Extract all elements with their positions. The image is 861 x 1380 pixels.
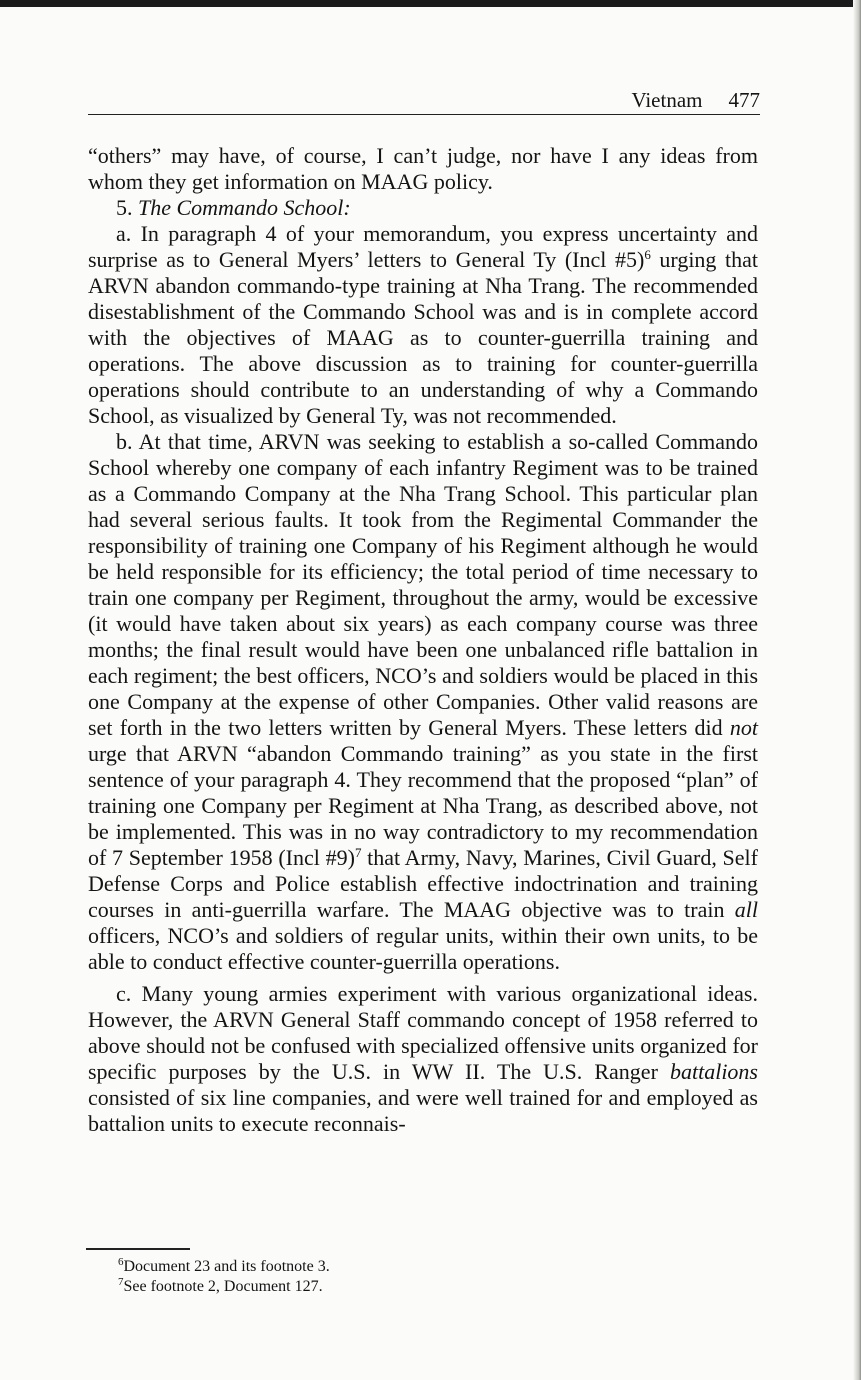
paragraph-text: “others” may have, of course, I can’t judge, nor have I any ideas from whom they get information on MAAG policy. <box>88 143 758 194</box>
paragraph-c <box>88 981 758 1137</box>
emphasis: battalions <box>669 1059 758 1084</box>
document-body <box>88 143 758 1137</box>
paragraph-continued <box>88 143 758 195</box>
footnote-mark: 6 <box>118 1256 124 1268</box>
paragraph-text: urge that ARVN “abandon Commando training” as you state in the first sentence of your paragraph 4. They recommend that the proposed “plan” of training one Company per Regiment at Nha Trang, as described above, not be implemented. This was in no way contradictory to my recommendation of 7 September 1958 (Incl #9) <box>88 741 758 870</box>
footnote-mark: 7 <box>118 1276 124 1288</box>
paragraph-text: b. At that time, ARVN was seeking to establish a so-called Commando School whereby one company of each infantry Regiment was to be trained as a Commando Company at the Nha Trang School. This particular plan had several serious faults. It took from the Regimental Commander the responsibility of training one Company of his Regiment although he would be held responsible for its efficiency; the total period of time necessary to train one company per Regiment, throughout the army, would be excessive (it would have taken about six years) as each company course was three months; the final result would have been one unbalanced rifle battalion in each regiment; the best officers, NCO’s and soldiers would be placed in this one Company at the expense of other Companies. Other valid reasons are set forth in the two letters written by General Myers. These letters did <box>88 429 758 740</box>
page-number: 477 <box>728 88 760 112</box>
footnote-ref-7[interactable]: 7 <box>354 845 362 860</box>
footnote-ref-6[interactable]: 6 <box>644 247 651 262</box>
emphasis: not <box>729 715 758 740</box>
footnote-divider <box>86 1248 190 1250</box>
header-title: Vietnam <box>631 88 703 112</box>
footnotes <box>118 1257 618 1297</box>
paragraph-text: that Army, Navy, Marines, Civil Guard, Self Defense Corps and Police establish effective indoctrination and training courses in anti-guerrilla warfare. The MAAG objective was to train <box>88 845 758 922</box>
footnote-text: Document 23 and its footnote 3. <box>123 1258 330 1275</box>
paragraph-text: a. In paragraph 4 of your memorandum, you express uncertainty and surprise as to General Myers’ letters to General Ty (Incl #5) <box>88 221 758 272</box>
running-header <box>88 88 760 115</box>
paragraph-text: consisted of six line companies, and were well trained for and employed as battalion units to execute reconnais- <box>88 1085 758 1136</box>
paragraph-b <box>88 429 758 975</box>
section-number: 5. <box>116 195 133 220</box>
page-top-edge <box>0 0 861 7</box>
paragraph-text: c. Many young armies experiment with various organizational ideas. However, the ARVN General Staff commando concept of 1958 referred to above should not be confused with specialized offensive units organized for specific purposes by the U.S. in WW II. The U.S. Ranger <box>88 981 758 1084</box>
section-heading <box>88 195 758 221</box>
paragraph-a <box>88 221 758 429</box>
page-right-edge <box>853 0 861 1380</box>
section-title: The Commando School: <box>138 195 351 220</box>
paragraph-text: officers, NCO’s and soldiers of regular units, within their own units, to be able to conduct effective counter-guerrilla operations. <box>88 923 758 974</box>
footnote-6 <box>118 1257 618 1277</box>
paragraph-text: urging that ARVN abandon commando-type training at Nha Trang. The recommended disestablishment of the Commando School was and is in complete accord with the objectives of MAAG as to counter-guerrilla training and operations. The above discussion as to training for counter-guerrilla operations should contribute to an understanding of why a Commando School, as visualized by General Ty, was not recommended. <box>88 247 759 428</box>
footnote-7 <box>118 1277 618 1297</box>
footnote-text: See footnote 2, Document 127. <box>123 1278 323 1295</box>
emphasis: all <box>734 897 758 922</box>
